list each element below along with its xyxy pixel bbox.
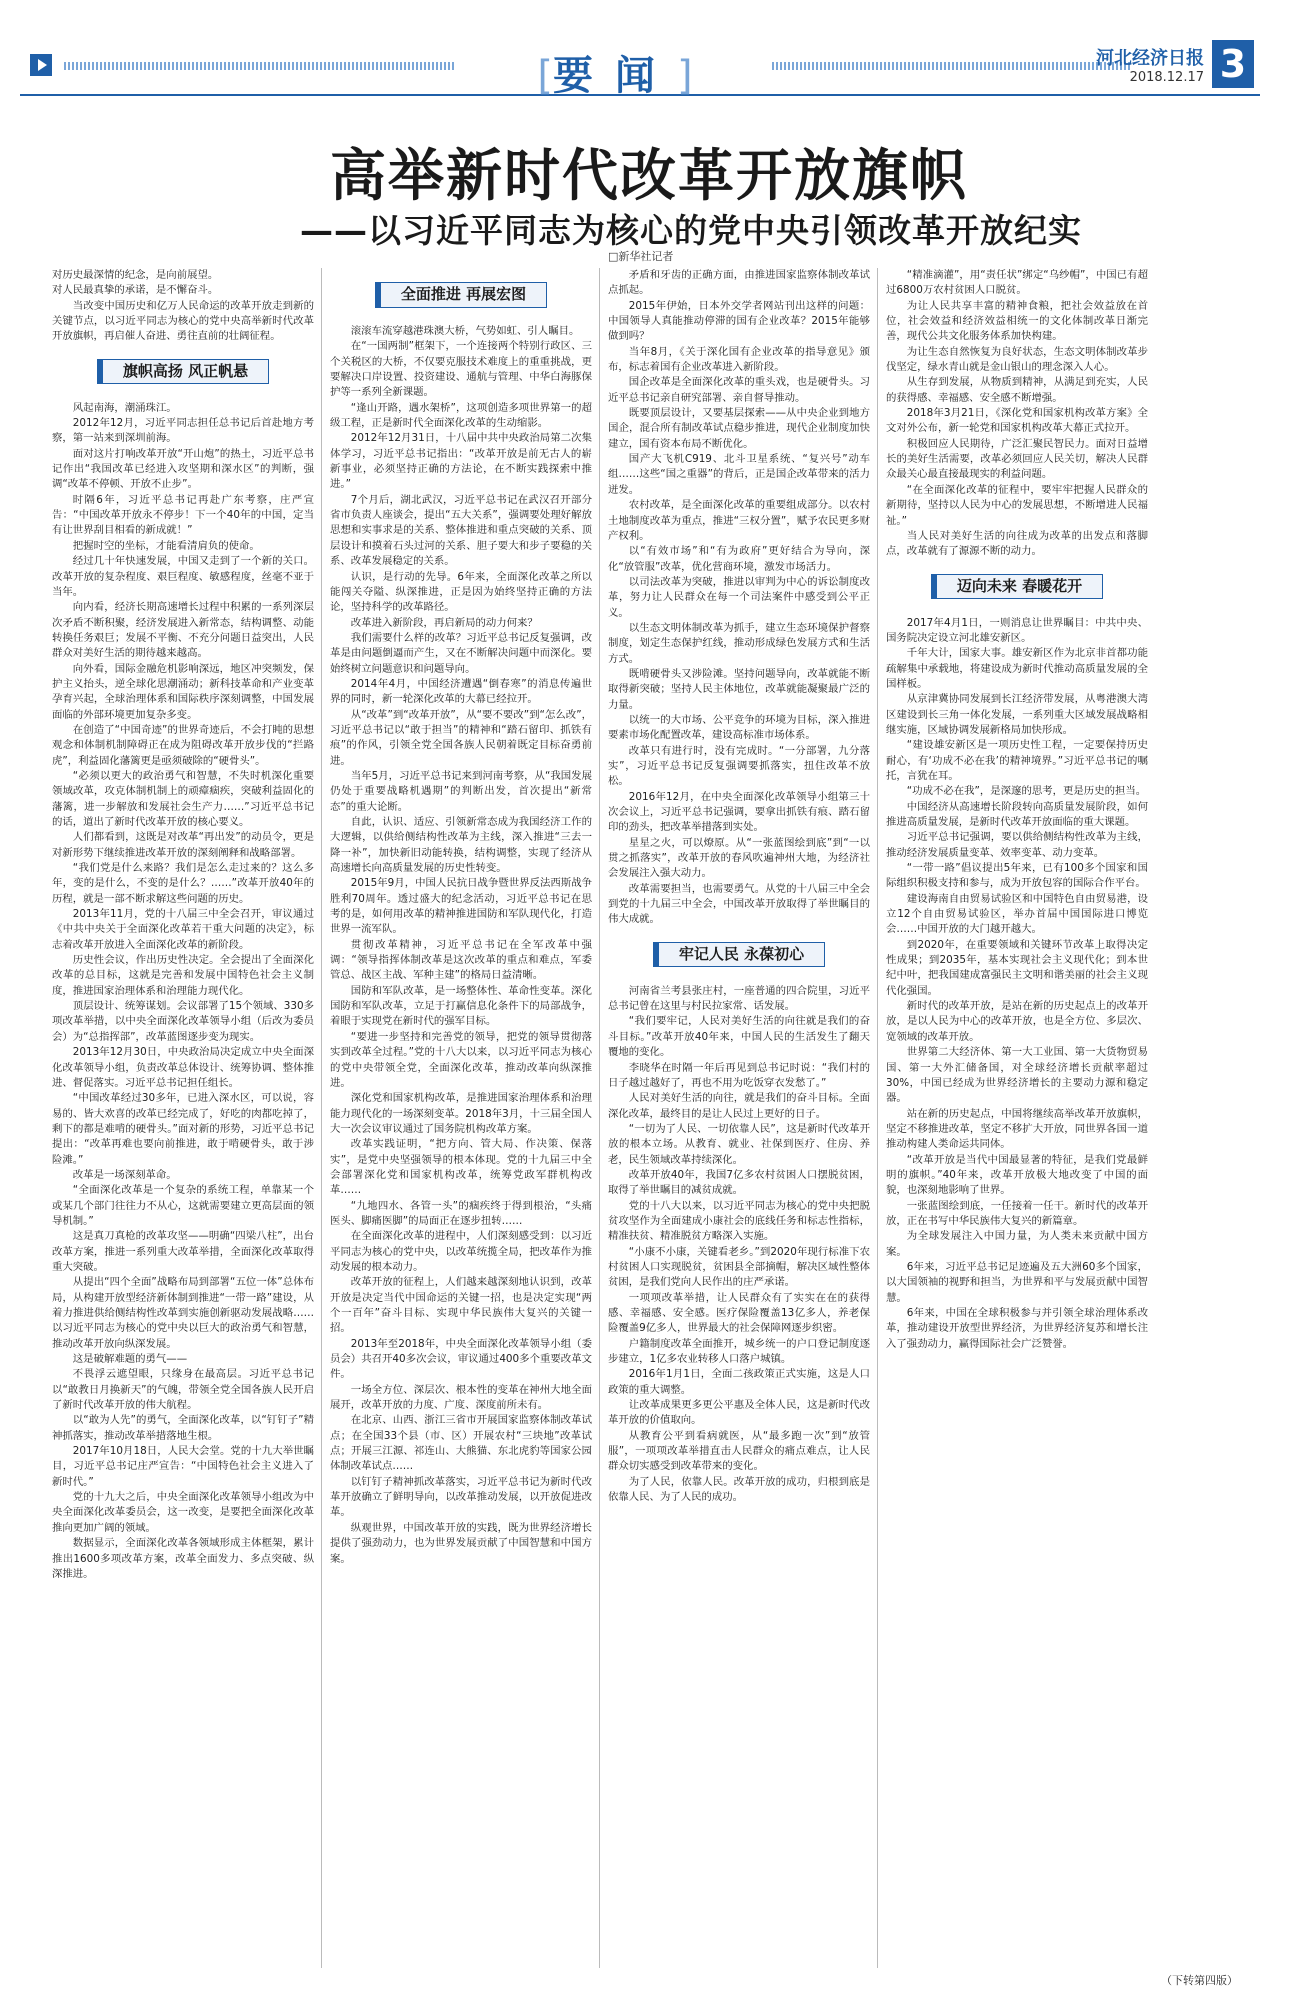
paragraph: 这是破解难题的勇气—— [72,1353,188,1366]
paragraph: 从教育公平到看病就医，从“最多跑一次”到“放管服”，一项项改革举措直击人民群众的痛点难点，让人民群众切实感受到改革带来的变化。 [608,1429,870,1473]
paragraph: 户籍制度改革全面推开，城乡统一的户口登记制度逐步建立，1亿多农业转移人口落户城镇。 [608,1337,870,1366]
paragraph: 改革只有进行时，没有完成时。“一分部署，九分落实”，习近平总书记反复强调要抓落实，扭住改革不放松。 [608,744,870,788]
paragraph: 以“有效市场”和“有为政府”更好结合为导向，深化“放管服”改革，优化营商环境，激发市场活力。 [608,545,870,573]
byline: □新华社记者 [608,250,674,263]
play-arrow-icon [30,54,52,76]
paragraph: “一切为了人民、一切依靠人民”，这是新时代改革开放的根本立场。从教育、就业、社保到医疗、住房、养老，民生领域改革持续深化。 [608,1122,870,1166]
paragraph: 在“一国两制”框架下，一个连接两个特别行政区、三个关税区的大桥，不仅要克服技术难度上的重重挑战，更要解决口岸设置、投资建设、通航与管理、中华白海豚保护等一系列全新课题。 [330,340,592,399]
paragraph: 2017年4月1日，一则消息让世界瞩目：中共中央、国务院决定设立河北雄安新区。 [886,616,1148,644]
paragraph: 向内看，经济长期高速增长过程中积累的一系列深层次矛盾不断积聚，经济发展进入新常态，结构调整、动能转换任务艰巨；发展不平衡、不充分问题日益突出，人民群众对美好生活的期待越来越高。 [52,601,314,660]
paragraph: 以统一的大市场、公平竞争的环境为目标，深入推进要素市场化配置改革，建设高标准市场体系。 [608,713,870,742]
paragraph: 农村改革，是全面深化改革的重要组成部分。以农村土地制度改革为重点，推进“三权分置”，赋予农民更多财产权利。 [608,499,870,542]
paragraph: 面对这片打响改革开放“开山炮”的热土，习近平总书记作出“我国改革已经进入攻坚期和深水区”的判断，强调“改革不停顿、开放不止步”。 [52,447,314,491]
paragraph: 改革是一场深刻革命。 [72,1168,177,1181]
paragraph: 国防和军队改革，是一场整体性、革命性变革。深化国防和军队改革，立足于打赢信息化条件下的局部战争，着眼于实现党在新时代的强军目标。 [330,984,592,1028]
paragraph: 千年大计，国家大事。雄安新区作为北京非首都功能疏解集中承载地，将建设成为新时代推动高质量发展的全国样板。 [886,647,1148,690]
paragraph: 贯彻改革精神，习近平总书记在全军改革中强调：“领导指挥体制改革是这次改革的重点和难点，军委管总、战区主战、军种主建”的格局日益清晰。 [330,938,592,982]
paragraph: 矛盾和牙齿的正确方面，由推进国家监察体制改革试点抓起。 [608,269,870,297]
paragraph: 新时代的改革开放，是站在新的历史起点上的改革开放，是以人民为中心的改革开放，也是全方位、多层次、宽领域的改革开放。 [886,1000,1148,1043]
paragraph: 中国经济从高速增长阶段转向高质量发展阶段，如何推进高质量发展，是新时代改革开放面临的重大课题。 [886,800,1148,828]
paragraph: 既要顶层设计，又要基层探索——从中央企业到地方国企，混合所有制改革试点稳步推进，现代企业制度加快建立，国有资本布局不断优化。 [608,407,870,450]
paragraph: 人们都看到，这既是对改革“再出发”的动员令，更是对新形势下继续推进改革开放的深刻阐释和战略部署。 [52,831,314,859]
section-name: 要闻 [553,53,677,99]
paragraph: 从生存到发展，从物质到精神，从满足到充实，人民的获得感、幸福感、安全感不断增强。 [886,376,1148,404]
paragraph: 认识，是行动的先导。6年来，全面深化改革之所以能闯关夺隘、纵深推进，正是因为始终坚持正确的方法论，坚持科学的改革路径。 [330,570,592,614]
paragraph: 向外看，国际金融危机影响深远，地区冲突频发，保护主义抬头，逆全球化思潮涌动；新科技革命和产业变革孕育兴起，全球治理体系和国际秩序深刻调整，中国发展面临的外部环境更加复杂多变。 [52,662,314,721]
paragraph: 7个月后，湖北武汉，习近平总书记在武汉召开部分省市负责人座谈会，提出“五大关系”，强调要处理好解放思想和实事求是的关系、整体推进和重点突破的关系、顶层设计和摸着石头过河的关系、胆子要大和步子要稳的关系、改革发展稳定的关系。 [330,493,592,568]
paragraph: “要进一步坚持和完善党的领导，把党的领导贯彻落实到改革全过程。”党的十八大以来，以习近平同志为核心的党中央带领全党，全面深化改革，推动改革向纵深推进。 [330,1030,592,1089]
section-subtitle-box [886,570,1148,604]
paragraph: 数据显示，全面深化改革各领域形成主体框架，累计推出1600多项改革方案，改革全面发力、多点突破、纵深推进。 [52,1537,314,1580]
section-subtitle: 全面推进 再展宏图 [375,282,547,307]
paragraph: “建设雄安新区是一项历史性工程，一定要保持历史耐心，有‘功成不必在我’的精神境界。”习近平总书记的嘱托，言犹在耳。 [886,739,1148,782]
paragraph: 6年来，习近平总书记足迹遍及五大洲60多个国家，以大国领袖的视野和担当，为世界和平与发展贡献中国智慧。 [886,1260,1148,1304]
paragraph: 滚滚车流穿越港珠澳大桥，气势如虹、引人瞩目。 [350,325,580,337]
paragraph: 为了人民，依靠人民。改革开放的成功，归根到底是依靠人民、为了人民的成功。 [608,1475,870,1504]
section-subtitle: 迈向未来 春暖花开 [931,574,1103,599]
paragraph: 党的十九大之后，中央全面深化改革领导小组改为中央全面深化改革委员会，这一改变，是要把全面深化改革推向更加广阔的领域。 [52,1491,314,1534]
paragraph: 人民对美好生活的向往，就是我们的奋斗目标。全面深化改革，最终目的是让人民过上更好的日子。 [608,1092,870,1120]
paragraph: 历史性会议，作出历史性决定。全会提出了全面深化改革的总目标，这就是完善和发展中国特色社会主义制度，推进国家治理体系和治理能力现代化。 [52,954,314,997]
paragraph: 在全面深化改革的进程中，人们深刻感受到：以习近平同志为核心的党中央，以改革统揽全局，把改革作为推动发展的根本动力。 [330,1230,592,1273]
paragraph: 以钉钉子精神抓改革落实，习近平总书记为新时代改革开放确立了鲜明导向，以改革推动发展，以开放促进改革。 [330,1475,592,1519]
paragraph: “我们党是什么来路？我们是怎么走过来的？这么多年，变的是什么，不变的是什么？……”改革开放40年的历程，就是一部不断求解这些问题的历史。 [52,862,314,905]
paragraph: 6年来，中国在全球积极参与并引领全球治理体系改革，推动建设开放型世界经济，为世界经济复苏和增长注入了强劲动力，赢得国际社会广泛赞誉。 [886,1307,1148,1350]
left-stripe-decoration [64,62,456,70]
paragraph: 风起南海，潮涌珠江。 [72,401,177,414]
bracket-left: [ [537,53,553,99]
paper-name: 河北经济日报 [1096,48,1204,69]
paragraph: 2016年1月1日，全面二孩政策正式实施，这是人口政策的重大调整。 [608,1368,870,1396]
paragraph: 以“敢为人先”的勇气，全面深化改革，以“钉钉子”精神抓落实，推动改革举措落地生根。 [52,1414,314,1442]
paragraph: 既啃硬骨头又涉险滩。坚持问题导向，改革就能不断取得新突破；坚持人民主体地位，改革就能凝聚最广泛的力量。 [608,667,870,711]
article-column-3 [608,268,870,1505]
paragraph: “逢山开路，遇水架桥”，这项创造多项世界第一的超级工程，正是新时代全面深化改革的生动缩影。 [330,401,592,430]
paragraph: 党的十八大以来，以习近平同志为核心的党中央把脱贫攻坚作为全面建成小康社会的底线任务和标志性指标，精准扶贫、精准脱贫方略深入实施。 [608,1199,870,1243]
paragraph: 改革开放的征程上，人们越来越深刻地认识到，改革开放是决定当代中国命运的关键一招，也是决定实现“两个一百年”奋斗目标、实现中华民族伟大复兴的关键一招。 [330,1276,592,1335]
paragraph: “九地四水、各管一头”的痼疾终于得到根治，“头痛医头、脚痛医脚”的局面正在逐步扭转…… [330,1199,592,1227]
paragraph: 2016年12月，在中央全面深化改革领导小组第三十次会议上，习近平总书记强调，要拿出抓铁有痕、踏石留印的劲头，把改革举措落到实处。 [608,790,870,834]
paragraph: 河南省兰考县张庄村，一座普通的四合院里，习近平总书记曾在这里与村民拉家常、话发展。 [608,984,870,1013]
paragraph: 时隔6年，习近平总书记再赴广东考察，庄严宣告：“中国改革开放永不停步！下一个40年的中国，定当有让世界刮目相看的新成就！” [52,493,314,537]
paragraph: 2012年12月，习近平同志担任总书记后首赴地方考察，第一站来到深圳前海。 [52,417,314,445]
paragraph: 把握时空的坐标，才能看清肩负的使命。 [72,539,260,552]
paragraph: 星星之火，可以燎原。从“一张蓝图绘到底”到“一以贯之抓落实”，改革开放的春风吹遍神州大地，为经济社会发展注入强大动力。 [608,836,870,880]
paragraph: 让改革成果更多更公平惠及全体人民，这是新时代改革开放的价值取向。 [608,1399,870,1427]
article-column-4 [886,268,1148,1352]
paragraph: 以生态文明体制改革为抓手，建立生态环境保护督察制度，划定生态保护红线，推动形成绿色发展方式和生活方式。 [608,621,870,665]
paragraph: 2014年4月，中国经济遭遇“倒春寒”的消息传遍世界的同时，新一轮深化改革的大幕已经拉开。 [330,677,592,706]
right-stripe-decoration [772,62,1132,70]
paragraph: 在创造了“中国奇迹”的世界奇迹后，不会打盹的思想观念和体制机制障碍正在成为阻碍改革开放步伐的“拦路虎”，利益固化藩篱更是亟须破除的“硬骨头”。 [52,723,314,767]
column-divider [599,268,600,1968]
paragraph: “一带一路”倡议提出5年来，已有100多个国家和国际组织积极支持和参与，成为开放包容的国际合作平台。 [886,862,1148,890]
paragraph: 改革实践证明，“把方向、管大局、作决策、保落实”，是党中央坚强领导的根本体现。党的十九届三中全会部署深化党和国家机构改革，统筹党政军群机构改革…… [330,1138,592,1197]
paragraph: 国企改革是全面深化改革的重头戏，也是硬骨头。习近平总书记亲自研究部署、亲自督导推动。 [608,376,870,404]
paragraph: 为让生态自然恢复为良好状态，生态文明体制改革步伐坚定，绿水青山就是金山银山的理念深入人心。 [886,345,1148,374]
paragraph: 改革需要担当，也需要勇气。从党的十八届三中全会到党的十九届三中全会，中国改革开放取得了举世瞩目的伟大成就。 [608,882,870,926]
headline: 高举新时代改革开放旗帜 [330,143,968,209]
paragraph: 李晓华在时隔一年后再见到总书记时说：“我们村的日子越过越好了，再也不用为吃饭穿衣发愁了。” [608,1061,870,1089]
paragraph: 当改变中国历史和亿万人民命运的改革开放走到新的关键节点，以习近平同志为核心的党中央高举新时代改革开放旗帜，再启催人奋进、勇往直前的壮阔征程。 [52,299,314,343]
paragraph: 2013年11月，党的十八届三中全会召开，审议通过《中共中央关于全面深化改革若干重大问题的决定》，标志着改革开放进入全面深化改革的新阶段。 [52,908,314,951]
article-column-1 [52,268,314,1582]
article-column-2 [330,268,592,1567]
paragraph: “功成不必在我”，是深邃的思考，更是历史的担当。 [906,785,1147,798]
column-divider [321,268,322,1968]
paragraph: “全面深化改革是一个复杂的系统工程，单靠某一个或某几个部门往往力不从心，这就需要建立更高层面的领导机制。” [52,1184,314,1227]
paragraph: 当年5月，习近平总书记来到河南考察，从“我国发展仍处于重要战略机遇期”的判断出发，首次提出“新常态”的重大论断。 [330,769,592,813]
paragraph: 这是真刀真枪的改革攻坚——明确“四梁八柱”，出台改革方案，推进一系列重大改革举措，全面深化改革取得重大突破。 [52,1230,314,1273]
paragraph: “改革开放是当代中国最显著的特征，是我们党最鲜明的旗帜。”40年来，改革开放极大地改变了中国的面貌，也深刻地影响了世界。 [886,1153,1148,1197]
paragraph: “在全面深化改革的征程中，要牢牢把握人民群众的新期待，坚持以人民为中心的发展思想，不断增进人民福祉。” [886,483,1148,527]
section-title [490,44,740,99]
paragraph: 改革开放40年，我国7亿多农村贫困人口摆脱贫困，取得了举世瞩目的减贫成就。 [608,1168,870,1197]
paragraph: 到2020年，在重要领域和关键环节改革上取得决定性成果；到2035年，基本实现社会主义现代化；到本世纪中叶，把我国建成富强民主文明和谐美丽的社会主义现代化强国。 [886,938,1148,997]
paragraph: “我们要牢记，人民对美好生活的向往就是我们的奋斗目标。”改革开放40年来，中国人民的生活发生了翻天覆地的变化。 [608,1015,870,1059]
section-subtitle-box [608,938,870,972]
paragraph: 经过几十年快速发展，中国又走到了一个新的关口。改革开放的复杂程度、艰巨程度、敏感程度，丝毫不亚于当年。 [52,555,314,598]
paragraph: 为全球发展注入中国力量，为人类未来贡献中国方案。 [886,1230,1148,1258]
paragraph: 积极回应人民期待，广泛汇聚民智民力。面对日益增长的美好生活需要，改革必须回应人民关切，解决人民群众最关心最直接最现实的利益问题。 [886,437,1148,481]
paragraph: 站在新的历史起点，中国将继续高举改革开放旗帜，坚定不移推进改革，坚定不移扩大开放，同世界各国一道推动构建人类命运共同体。 [886,1107,1148,1151]
paragraph: 习近平总书记强调，要以供给侧结构性改革为主线，推动经济发展质量变革、效率变革、动力变革。 [886,831,1148,859]
paragraph: 2018年3月21日，《深化党和国家机构改革方案》全文对外公布，新一轮党和国家机构改革大幕正式拉开。 [886,407,1148,435]
paragraph: 2017年10月18日，人民大会堂。党的十九大举世瞩目，习近平总书记庄严宣告：“中国特色社会主义进入了新时代。” [52,1445,314,1488]
paragraph: 世界第二大经济体、第一大工业国、第一大货物贸易国、第一大外汇储备国，对全球经济增长贡献率超过30%，中国已经成为世界经济增长的主要动力源和稳定器。 [886,1046,1148,1105]
subheadline: ——以习近平同志为核心的党中央引领改革开放纪实 [300,211,1082,250]
paragraph: 我们需要什么样的改革？习近平总书记反复强调，改革是由问题倒逼而产生，又在不断解决问题中而深化。要始终树立问题意识和问题导向。 [330,631,592,675]
paragraph: 当人民对美好生活的向往成为改革的出发点和落脚点，改革就有了源源不断的动力。 [886,529,1148,558]
paragraph: 一项项改革举措，让人民群众有了实实在在的获得感、幸福感、安全感。医疗保险覆盖13亿多人，养老保险覆盖9亿多人，世界最大的社会保障网逐步织密。 [608,1291,870,1335]
bracket-right: ] [677,53,693,99]
paragraph: 从京津冀协同发展到长江经济带发展，从粤港澳大湾区建设到长三角一体化发展，一系列重大区域发展战略相继实施，区域协调发展新格局加快形成。 [886,693,1148,736]
paragraph: 为让人民共享丰富的精神食粮，把社会效益放在首位，社会效益和经济效益相统一的文化体制改革日渐完善，现代公共文化服务体系加快构建。 [886,299,1148,343]
paragraph: 对人民最真挚的承诺，是不懈奋斗。 [52,284,219,297]
paragraph: 2015年9月，中国人民抗日战争暨世界反法西斯战争胜利70周年。透过盛大的纪念活动，习近平总书记在思考的是，如何用改革的精神推进国防和军队现代化，打造世界一流军队。 [330,877,592,936]
paragraph: 2013年12月30日，中央政治局决定成立中央全面深化改革领导小组，负责改革总体设计、统筹协调、整体推进、督促落实。习近平总书记担任组长。 [52,1046,314,1089]
section-subtitle-box [330,278,592,312]
paragraph: 当年8月，《关于深化国有企业改革的指导意见》颁布，标志着国有企业改革进入新阶段。 [608,345,870,374]
page-number: 3 [1212,40,1254,88]
paragraph: 从提出“四个全面”战略布局到部署“五位一体”总体布局，从构建开放型经济新体制到推进“一带一路”建设，从着力推进供给侧结构性改革到实施创新驱动发展战略……以习近平同志为核心的党中央以巨大的政治勇气和智慧，推动改革开放向纵深发展。 [52,1276,314,1350]
paragraph: 以司法改革为突破，推进以审判为中心的诉讼制度改革，努力让人民群众在每一个司法案件中感受到公平正义。 [608,575,870,619]
paragraph: 改革进入新阶段，再启新局的动力何来？ [350,616,538,629]
paragraph: 一张蓝图绘到底，一任接着一任干。新时代的改革开放，正在书写中华民族伟大复兴的新篇章。 [886,1199,1148,1227]
paragraph: 纵观世界，中国改革开放的实践，既为世界经济增长提供了强劲动力，也为世界发展贡献了中国智慧和中国方案。 [330,1521,592,1565]
paragraph: 2012年12月31日，十八届中共中央政治局第二次集体学习，习近平总书记指出：“改革开放是前无古人的崭新事业，必须坚持正确的方法论，在不断实践探索中推进。” [330,432,592,491]
paragraph: 国产大飞机C919、北斗卫星系统、“复兴号”动车组……这些“国之重器”的背后，正是国企改革带来的活力迸发。 [608,453,870,496]
paragraph: 自此，认识、适应、引领新常态成为我国经济工作的大逻辑，以供给侧结构性改革为主线，深入推进“三去一降一补”，加快新旧动能转换，结构调整，实现了经济从高速增长向高质量发展的历史性转变。 [330,816,592,875]
paragraph: 2015年伊始，日本外交学者网站刊出这样的问题：中国领导人真能推动停滞的国有企业改革？2015年能够做到吗？ [608,299,870,343]
paragraph: “精准滴灌”，用“责任状”绑定“乌纱帽”，中国已有超过6800万农村贫困人口脱贫。 [886,269,1148,297]
paragraph: 一场全方位、深层次、根本性的变革在神州大地全面展开，改革开放的力度、广度、深度前所未有。 [330,1383,592,1412]
paragraph: 建设海南自由贸易试验区和中国特色自由贸易港，设立12个自由贸易试验区，举办首届中国国际进口博览会……中国开放的大门越开越大。 [886,892,1148,936]
issue-date: 2018.12.17 [1129,70,1204,85]
paragraph: 顶层设计、统筹谋划。会议部署了15个领域、330多项改革举措，以中央全面深化改革领导小组（后改为委员会）为“总指挥部”，改革蓝图逐步变为现实。 [52,1000,314,1043]
column-divider [877,268,878,1968]
paragraph: “必须以更大的政治勇气和智慧，不失时机深化重要领域改革，攻克体制机制上的顽瘴痼疾，突破利益固化的藩篱，进一步解放和发展社会生产力……”习近平总书记的话，道出了新时代改革开放的核心要义。 [52,769,314,828]
continued-note: （下转第四版） [1161,1974,1238,1987]
section-subtitle-box [52,355,314,389]
paragraph: 从“改革”到“改革开放”，从“要不要改”到“怎么改”，习近平总书记以“敢于担当”的精神和“踏石留印、抓铁有痕”的作风，引领全党全国各族人民朝着既定目标奋勇前进。 [330,708,592,767]
paragraph: 在北京、山西、浙江三省市开展国家监察体制改革试点；在全国33个县（市、区）开展农村“三块地”改革试点；开展三江源、祁连山、大熊猫、东北虎豹等国家公园体制改革试点…… [330,1414,592,1473]
paragraph: “中国改革经过30多年，已进入深水区，可以说，容易的、皆大欢喜的改革已经完成了，好吃的肉都吃掉了，剩下的都是难啃的硬骨头。”面对新的形势，习近平总书记提出：“改革再难也要向前推进，敢于啃硬骨头，敢于涉险滩。” [52,1092,314,1166]
section-subtitle: 旗帜高扬 风正帆悬 [97,359,269,384]
paragraph: 2013年至2018年，中央全面深化改革领导小组（委员会）共召开40多次会议，审议通过400多个重要改革文件。 [330,1337,592,1381]
paragraph: 不畏浮云遮望眼，只缘身在最高层。习近平总书记以“敢教日月换新天”的气魄，带领全党全国各族人民开启了新时代改革开放的伟大航程。 [52,1368,314,1412]
paragraph: 深化党和国家机构改革，是推进国家治理体系和治理能力现代化的一场深刻变革。2018年3月，十三届全国人大一次会议审议通过了国务院机构改革方案。 [330,1092,592,1135]
paragraph: 对历史最深情的纪念，是向前展望。 [52,269,219,281]
masthead [20,34,1260,99]
section-subtitle: 牢记人民 永葆初心 [653,942,825,967]
paragraph: “小康不小康，关键看老乡。”到2020年现行标准下农村贫困人口实现脱贫，贫困县全部摘帽，解决区域性整体贫困，是我们党向人民作出的庄严承诺。 [608,1245,870,1289]
